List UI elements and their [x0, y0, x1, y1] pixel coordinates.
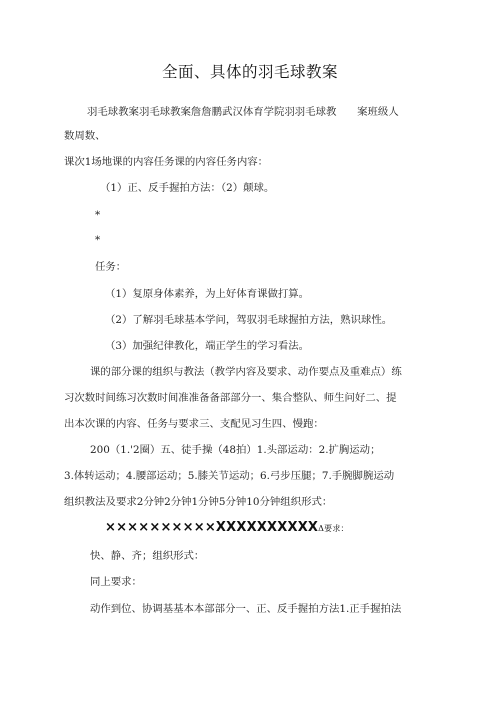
text-line: 200（1.'2圈）五、徒手操（48拍）1.头部运动：2.扩胸运动；	[90, 444, 381, 456]
text-line: 羽毛球教案羽毛球教案詹詹鹏武汉体育学院羽羽毛球教 案班级人	[87, 106, 399, 118]
text-line: *	[95, 209, 101, 221]
formation-marks: ××××××××××XXXXXXXXXX	[105, 520, 319, 535]
formation-suffix: Δ要求：	[318, 524, 349, 533]
text-line: （2）了解羽毛球基本学问，驾驭羽毛球握拍方法，熟识球性。	[105, 314, 393, 326]
text-line: （1）正、反手握拍方法：（2）颠球。	[100, 182, 275, 194]
text-line: 快、静、齐；组织形式：	[90, 550, 205, 562]
text-line: 任务：	[95, 261, 127, 273]
text-line: 数周数、	[64, 130, 106, 142]
formation-diagram	[105, 521, 349, 536]
text-line: 3.体转运动；4.腰部运动；5.膝关节运动；6.弓步压腿；7.手腕脚腕运动	[64, 470, 395, 482]
text-line: （1）复原身体素养，为上好体育课做打算。	[105, 288, 310, 300]
text-line: 同上要求：	[90, 576, 142, 588]
text-line: （3）加强纪律教化，端正学生的学习看法。	[105, 340, 310, 352]
text-line: 出本次课的内容、任务与要求三、支配见习生四、慢跑：	[64, 418, 324, 430]
page-title: 全面、具体的羽毛球教案	[161, 63, 338, 81]
text-line: 动作到位、协调基基本本部部分一、正、反手握拍方法1.正手握拍法	[90, 603, 402, 615]
text-line: 组织教法及要求2分钟2分钟1分钟5分钟10分钟组织形式：	[64, 496, 333, 508]
text-line: 课次1场地课的内容任务课的内容任务内容：	[64, 156, 269, 168]
text-line: 习次数时间练习次数时间准准备备部部分一、集合整队、师生问好二、提	[64, 392, 397, 404]
text-line: 课的部分课的组织与教法（教学内容及要求、动作要点及重难点）练	[90, 366, 402, 378]
text-line: *	[95, 234, 101, 246]
